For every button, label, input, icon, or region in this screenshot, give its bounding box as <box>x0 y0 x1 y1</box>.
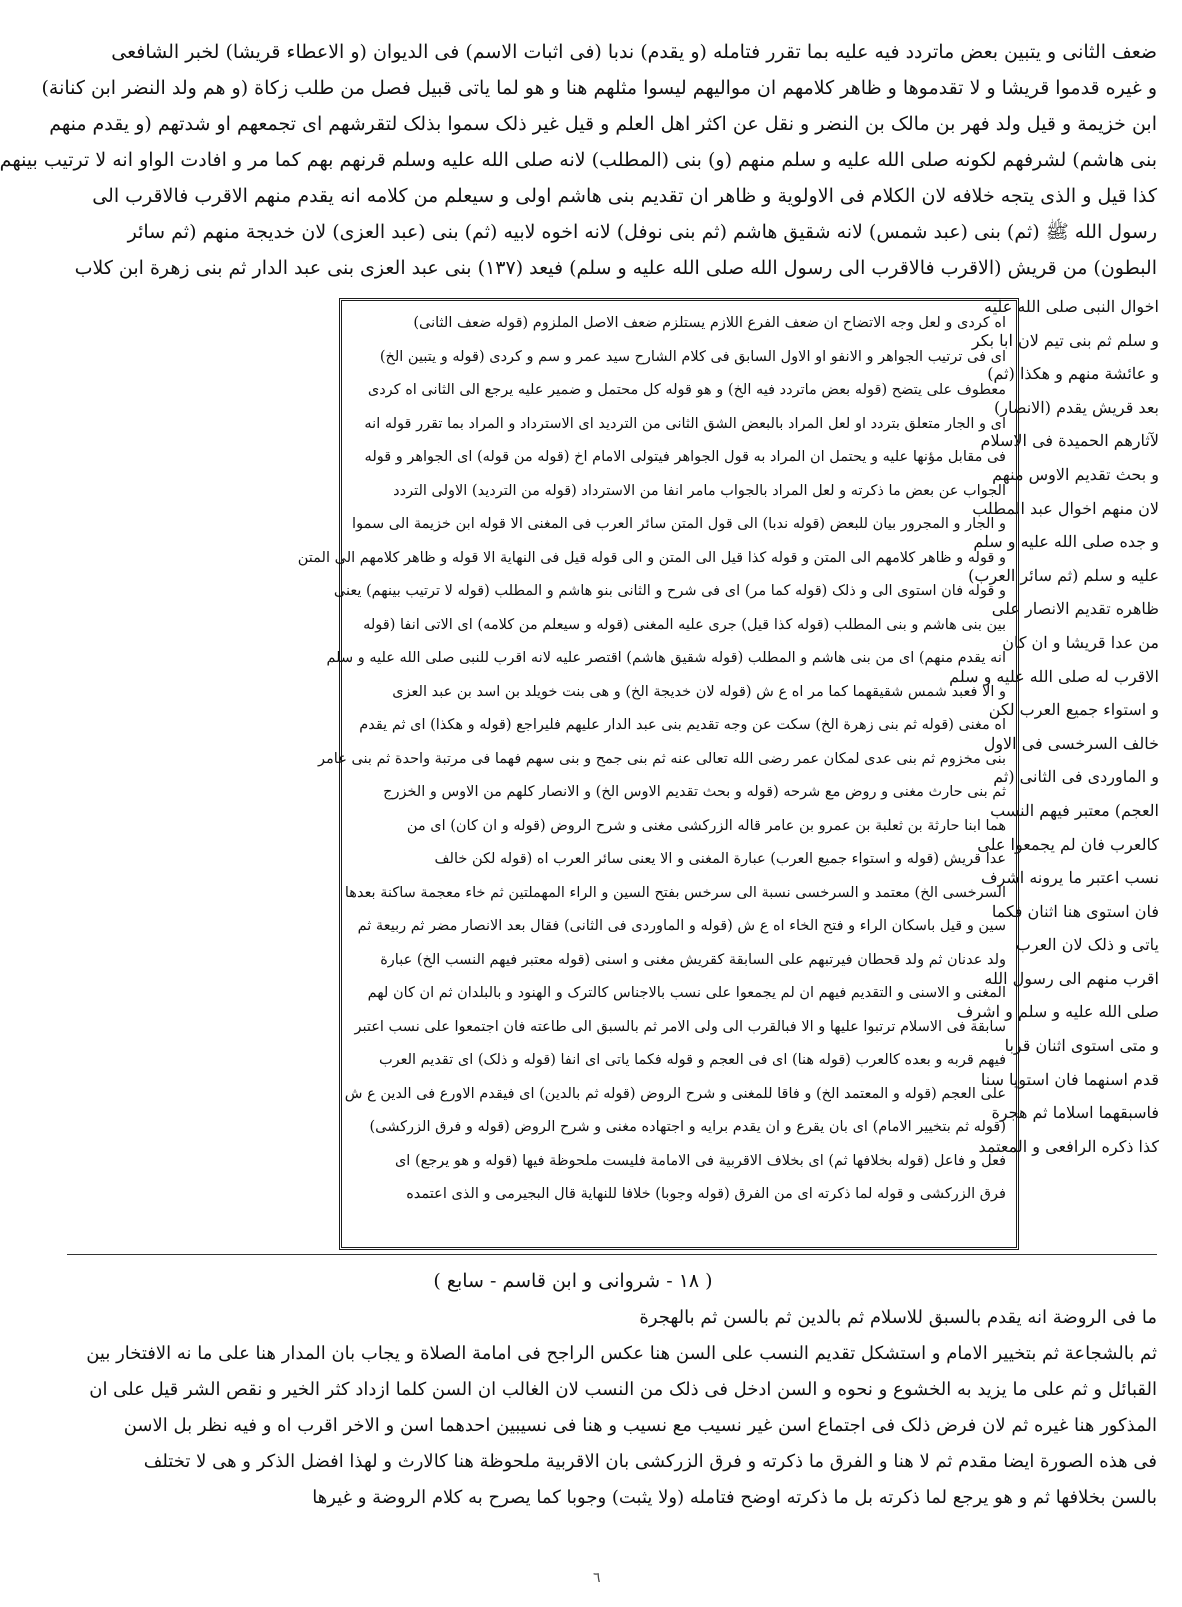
commentary-line: (قوله ثم بتخییر الامام) ای بان یقرع و ان یقدم برایه و اجتهاده مغنی و شرح الروض (قوله و فرق الزرکشی) <box>369 1119 1006 1135</box>
text-line: بالسن بخلافها ثم و هو یرجع لما ذکرته بل ما ذکرته اوضح فتامله (ولا یثبت) وجوبا کما یصرح به کلام الروضة و غیرها <box>312 1487 1157 1508</box>
commentary-line: و الا فعبد شمس شقیقهما کما مر اه ع ش (قوله لان خدیجة الخ) و هی بنت خویلد بن اسد بن عبد العزی <box>392 683 1006 700</box>
main-text-top <box>0 34 1157 286</box>
commentary-line: ای و الجار متعلق بتردد او لعل المراد بالبعض الشق الثانی من التردید ای الاسترداد و المراد بما تقرر قوله انه <box>364 415 1006 432</box>
page-mark: ٦ <box>593 1570 601 1586</box>
text-line: ابن خزیمة و قیل ولد فهر بن مالک بن النضر و نقل عن اکثر اهل العلم و قیل غیر ذلک سموا بذلک لتقرشهم ای تجمعهم او شدتهم (و یقدم منهم <box>49 113 1157 135</box>
commentary-line: انه یقدم منهم) ای من بنی هاشم و المطلب (قوله شقیق هاشم) اقتصر علیه لانه اقرب للنبی صلی الله علیه و سلم <box>326 650 1006 666</box>
side-text-line: و جده صلی الله علیه و سلم <box>973 532 1159 552</box>
footer-label: ( ١٨ - شروانی و ابن قاسم - سابع ) <box>433 1270 713 1292</box>
commentary-line: بین بنی هاشم و بنی المطلب (قوله کذا قیل) جری علیه المغنی (قوله و سیعلم من کلامه) ای الاتی انفا (قوله <box>363 616 1006 633</box>
commentary-line: و قوله فان استوی الی و ذلک (قوله کما مر) ای فی شرح و الثانی بنو هاشم و المطلب (قوله لا ترتیب بینهم) یعنی <box>333 583 1006 599</box>
text-line: المذکور هنا غیره ثم لان فرض ذلک فی اجتماع اسن غیر نسیب مع نسیب و هنا فی نسیبین احدهما اسن و الاخر اقرب اه و فیه نظر بل الاسن <box>123 1415 1157 1436</box>
side-text-line: ظاهره تقدیم الانصار علی <box>991 599 1159 619</box>
side-text-line: اقرب منهم الی رسول الله <box>984 968 1159 988</box>
commentary-line: و الجار و المجرور بیان للبعض (قوله ندبا) الی قول المتن سائر العرب فی المغنی الا قوله ابن خزیمة الی سموا <box>352 516 1006 532</box>
text-line: البطون) من قریش (الاقرب فالاقرب الی رسول الله صلی الله علیه و سلم) فیعد (١٣٧) بنی عبد العزی بنی عبد الدار ثم بنی زهرة ابن کلاب <box>74 257 1157 279</box>
commentary-line: علی العجم (قوله و المعتمد الخ) و فاقا للمغنی و شرح الروض (قوله ثم بالدین) ای فیقدم الاورع فی الدین ع ش <box>344 1085 1006 1102</box>
text-line: بنی هاشم) لشرفهم لکونه صلی الله علیه و سلم منهم (و) بنی (المطلب) لانه صلی الله علیه وسلم قرنهم بهم کما مر و افادت الواو انه لا ترتیب بینهم <box>0 149 1157 171</box>
text-line: القبائل و ثم علی ما یزید به الخشوع و نحوه و السن ادخل فی ذلک من النسب لان الغالب ان السن کلما ازداد کثر الخیر و نقص الشر قیل علی ان <box>89 1379 1157 1400</box>
side-text-line: کذا ذکره الرافعی و المعتمد <box>978 1136 1159 1156</box>
side-text-line: نسب اعتبر ما یرونه اشرف <box>980 868 1159 888</box>
side-text-line: قدم اسنهما فان استویا سنا <box>980 1069 1159 1089</box>
side-text-line: و متی استوی اثنان قربا <box>1004 1036 1159 1056</box>
commentary-line: بنی مخزوم ثم بنی عدی لمکان عمر رضی الله تعالی عنه ثم بنی جمح و بنی سهم فهما فی مرتبة واحدة ثم بنی عامر <box>318 750 1006 767</box>
side-text-line: اخوال النبی صلی الله علیه <box>984 297 1159 316</box>
side-text-line: خالف السرخسی فی الاول <box>983 733 1159 753</box>
text-line: فی هذه الصورة ایضا مقدم ثم لا هنا و الفرق ما ذکرته و فرق الزرکشی بان الاقربیة ملحوظة هنا کالارث و لهذا افضل الذکر و هی لا تختلف <box>143 1451 1157 1472</box>
commentary-line: و قوله و ظاهر کلامهم الی المتن و قوله کذا قیل الی المتن و الی قوله قیل فی النهایة الا قوله و ظاهر کلامهم الی المتن <box>297 549 1006 566</box>
commentary-line: ولد عدنان ثم ولد قحطان فیرتبهم علی السابقة کقریش مغنی و اسنی (قوله معتبر فیهم النسب الخ) عبارة <box>380 951 1006 968</box>
text-line: و غیره قدموا قریشا و لا تقدموها و ظاهر کلامهم ان موالیهم لیسوا مثلهم هنا و هو لما یاتی قبیل فصل من طلب زکاة (و هم ولد النضر ابن کنانة) <box>41 77 1157 99</box>
side-text-line: و سلم ثم بنی تیم لان ابا بکر <box>971 330 1159 350</box>
text-line: ضعف الثانی و یتبین بعض ماتردد فیه علیه بما تقرر فتامله (و یقدم) ندبا (فی اثبات الاسم) فی الدیوان (و الاعطاء قریشا) لخبر الشافعی <box>111 41 1157 63</box>
commentary-box <box>297 298 1019 1250</box>
side-text-line: لآثارهم الحمیدة فی الاسلام <box>980 431 1159 451</box>
commentary-line: الجواب عن بعض ما ذکرته و لعل المراد بالجواب مامر انفا من الاسترداد (قوله من التردید) الاولی التردد <box>393 482 1006 499</box>
commentary-line: معطوف علی یتضح (قوله بعض ماتردد فیه الخ) و هو قوله کل محتمل و ضمیر علیه یرجع الی الثانی اه کردی <box>367 382 1006 398</box>
text-line: کذا قیل و الذی یتجه خلافه لان الکلام فی الاولویة و ظاهر ان تقدیم بنی هاشم اولی و سیعلم من کلامه انه یقدم منهم الاقرب فالاقرب الی <box>92 185 1157 207</box>
side-text-line: بعد قریش یقدم (الانصار) <box>994 397 1159 417</box>
side-text-line: و استواء جمیع العرب لکن <box>988 700 1159 720</box>
commentary-line: فیهم قربه و بعده کالعرب (قوله هنا) ای فی العجم و قوله فکما یاتی ای انفا (قوله و ذلک) ای تقدیم العرب <box>378 1052 1006 1068</box>
bottom-first-line: ما فی الروضة انه یقدم بالسبق للاسلام ثم بالدین ثم بالسن ثم بالهجرة <box>639 1307 1157 1328</box>
commentary-line: ای فی ترتیب الجواهر و الانفو او الاول السابق فی کلام الشارح سید عمر و سم و کردی (قوله و یتبین الخ) <box>379 348 1006 365</box>
text-line: رسول الله ﷺ (ثم) بنی (عبد شمس) لانه شقیق هاشم (ثم بنی نوفل) لانه اخوه لابیه (ثم) بنی (عبد العزی) لان خدیجة منهم (ثم سائر <box>127 221 1157 243</box>
commentary-line: اه کردی و لعل وجه الاتضاح ان ضعف الفرع اللازم یستلزم ضعف الاصل الملزوم (قوله ضعف الثانی) <box>413 315 1006 331</box>
side-column-text <box>949 290 1159 1163</box>
side-text-line: فاسبقهما اسلاما ثم هجرة <box>991 1103 1159 1123</box>
side-text-line: و الماوردی فی الثانی (ثم <box>993 767 1159 787</box>
commentary-line: ثم بنی حارث مغنی و روض مع شرحه (قوله و بحث تقدیم الاوس الخ) و الانصار کلهم من الاوس و الخزرج <box>383 784 1006 800</box>
side-text-line: الاقرب له صلی الله علیه و سلم <box>949 666 1159 686</box>
commentary-line: فی مقابل مؤنها علیه و یحتمل ان المراد به قول الجواهر فیتولی الامام اخ (قوله من قوله) ای الجواهر و قوله <box>364 449 1006 465</box>
side-text-line: من عدا قریشا و ان کان <box>1002 632 1159 652</box>
commentary-line: عدا قریش (قوله و استواء جمیع العرب) عبارة المغنی و الا یعنی سائر العرب اه (قوله لکن خالف <box>434 851 1006 867</box>
commentary-line: اه مغنی (قوله ثم بنی زهرة الخ) سکت عن وجه تقدیم بنی عبد الدار علیهم فلیراجع (قوله و هکذا) ای ثم یقدم <box>359 717 1006 733</box>
side-text-line: فان استوی هنا اثنان فکما <box>991 901 1159 921</box>
text-line: ثم بالشجاعة ثم بتخییر الامام و استشکل تقدیم النسب علی السن هنا عکس الراجح فی امامة الصلاة و یجاب بان المدار هنا علی ما نه الافتخار بین <box>86 1343 1157 1364</box>
side-text-line: العجم) معتبر فیهم النسب <box>990 800 1159 820</box>
commentary-line: هما ابنا حارثة بن ثعلبة بن عمرو بن عامر قاله الزرکشی مغنی و شرح الروض (قوله و ان کان) ای من <box>406 817 1006 834</box>
footer-divider <box>67 1254 1157 1255</box>
commentary-line: فعل و فاعل (قوله بخلافها ثم) ای بخلاف الاقربیة فی الامامة فلیست ملحوظة فیها (قوله و هو یرجع) ای <box>394 1152 1006 1169</box>
side-text-line: علیه و سلم (ثم سائر العرب) <box>968 565 1159 585</box>
side-text-line: صلی الله علیه و سلم و اشرف <box>956 1002 1159 1022</box>
side-text-line: یاتی و ذلک لان العرب <box>1015 935 1159 955</box>
side-text-line: و بحث تقدیم الاوس منهم <box>992 464 1159 484</box>
commentary-line: المغنی و الاسنی و التقدیم فیهم ان لم یجمعوا علی نسب بالاجناس کالترک و الهنود و بالبلدان ثم ان کان لهم <box>367 985 1006 1001</box>
commentary-line: السرخسی الخ) معتمد و السرخسی نسبة الی سرخس بفتح السین و الراء المهملتین ثم خاء معجمة ساکنة بعدها <box>344 884 1006 901</box>
commentary-line: سین و قیل باسکان الراء و فتح الخاء اه ع ش (قوله و الماوردی فی الثانی) فقال بعد الانصار مضر ثم ربیعة ثم <box>357 918 1006 934</box>
main-text-bottom <box>63 1300 1157 1516</box>
side-text-line: لان منهم اخوال عبد المطلب <box>972 498 1159 518</box>
side-text-line: کالعرب فان لم یجمعوا علی <box>977 834 1159 854</box>
side-text-line: و عائشة منهم و هکذا (ثم) <box>987 364 1159 384</box>
commentary-line: فرق الزرکشی و قوله لما ذکرته ای من الفرق (قوله وجوبا) خلافا للنهایة قال البجیرمی و الذی اعتمده <box>406 1186 1006 1202</box>
commentary-line: سابقة فی الاسلام ترتبوا علیها و الا فبالقرب الی ولی الامر ثم بالسبق الی طاعته فان اجتمعوا علی نسب اعتبر <box>354 1018 1006 1035</box>
